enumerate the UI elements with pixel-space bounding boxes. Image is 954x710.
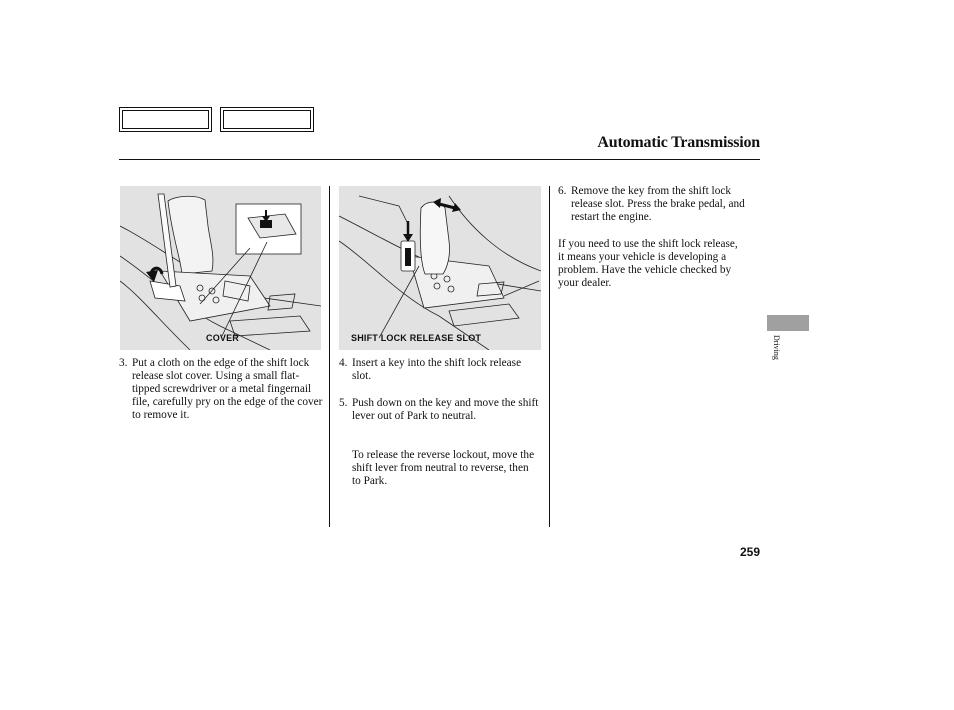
step-5-text: Push down on the key and move the shift lever out of Park to neutral. xyxy=(352,397,539,423)
nav-button-previous[interactable] xyxy=(119,107,212,132)
step-4-number: 4. xyxy=(339,357,348,369)
step-4-text: Insert a key into the shift lock release slot. xyxy=(352,357,522,383)
figure-caption-cover: COVER xyxy=(206,333,240,343)
cover-removal-illustration xyxy=(120,186,321,350)
step-3-number: 3. xyxy=(119,357,128,369)
step-4 xyxy=(339,357,539,383)
step-6 xyxy=(558,185,755,224)
figure-shift-lock-slot xyxy=(339,186,541,350)
page-number: 259 xyxy=(739,545,760,559)
column-divider-2 xyxy=(549,186,550,527)
section-tab-label: Driving xyxy=(772,335,781,360)
step-6-text: Remove the key from the shift lock release slot. Press the brake pedal, and restart the engine. xyxy=(571,185,745,224)
section-tab-marker xyxy=(767,315,809,331)
step-5-number: 5. xyxy=(339,397,348,409)
page-title: Automatic Transmission xyxy=(597,134,760,151)
header-rule xyxy=(119,159,760,160)
advice-paragraph: If you need to use the shift lock release, it means your vehicle is developing a problem. Have the vehicle checked by your dealer. xyxy=(558,238,738,290)
step-5-note: To release the reverse lockout, move the shift lever from neutral to reverse, then to Park. xyxy=(352,449,535,488)
nav-button-next[interactable] xyxy=(220,107,314,132)
figure-cover-removal xyxy=(120,186,321,350)
column-divider-1 xyxy=(329,186,330,527)
step-5 xyxy=(339,397,539,423)
figure-caption-slot: SHIFT LOCK RELEASE SLOT xyxy=(351,333,482,343)
step-3 xyxy=(119,357,324,422)
step-6-number: 6. xyxy=(558,185,567,197)
shift-lock-illustration xyxy=(339,186,541,350)
step-3-text: Put a cloth on the edge of the shift lock release slot cover. Using a small flat-tipped screwdriver or a metal fingernail file, carefully pry on the edge of the cover to remove it. xyxy=(132,357,323,422)
